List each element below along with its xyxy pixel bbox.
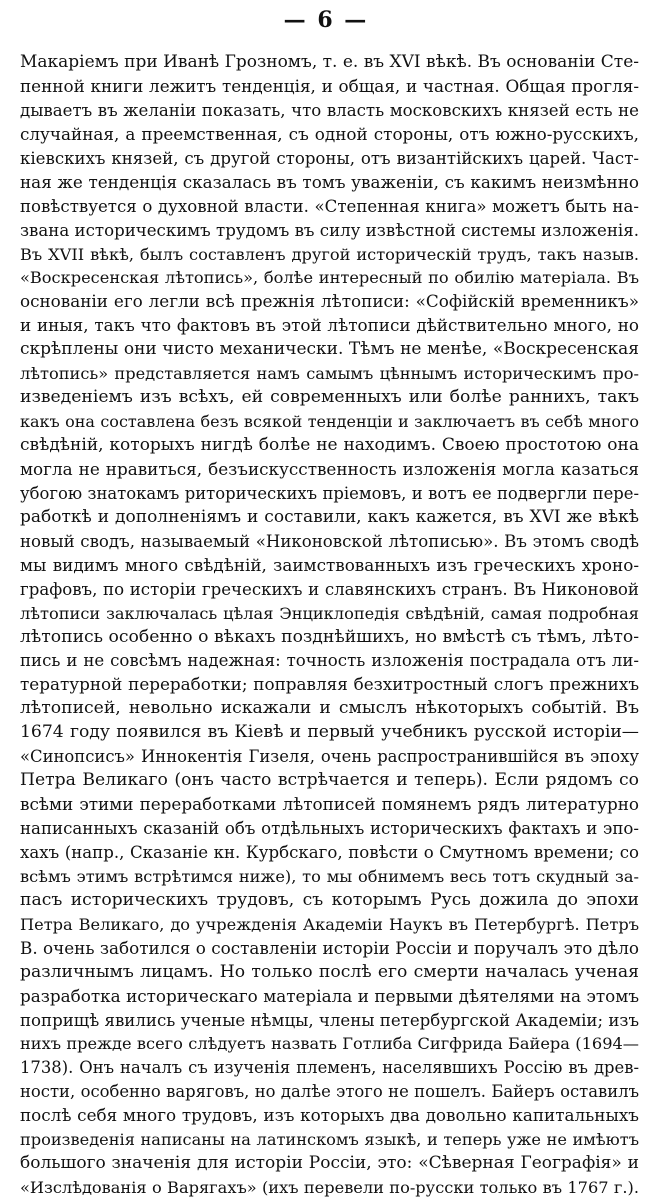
text-line: большого значенія для исторіи Россіи, это: «Сѣверная Географія» и [20, 1153, 639, 1174]
text-line: пенной книги лежитъ тенденція, и общая, и частная. Общая прогля- [20, 75, 639, 96]
text-line: хахъ (напр., Сказаніе кн. Курбскаго, повѣсти о Смутномъ времени; со [20, 842, 639, 862]
text-line: пасъ историческихъ трудовъ, съ которымъ Русь дожила до эпохи [20, 889, 639, 910]
text-line: повѣствуется о духовной власти. «Степенная книга» можетъ быть на- [20, 196, 639, 216]
text-line: кіевскихъ князей, съ другой стороны, отъ византійскихъ царей. Част- [20, 148, 639, 168]
text-line: всѣмъ этимъ встрѣтимся ниже), то мы обнимемъ весь тотъ скудный за- [20, 866, 639, 886]
text-line: звана историческимъ трудомъ въ силу извѣстной системы изложенія. [20, 220, 639, 240]
body-text [20, 51, 639, 1200]
text-line: Петра Великаго (онъ часто встрѣчается и теперь). Если рядомъ со [20, 770, 639, 791]
text-line: дываетъ въ желаніи показать, что власть московскихъ князей есть не [20, 100, 639, 120]
text-line: лѣтописи заключалась цѣлая Энциклопедія свѣдѣній, самая подробная [20, 603, 639, 623]
text-line: нихъ прежде всего слѣдуетъ назвать Готлиба Сигфрида Байера (1694— [20, 1034, 639, 1054]
text-line: произведенія написаны на латинскомъ языкѣ, и теперь уже не имѣютъ [20, 1130, 639, 1150]
text-line: скрѣплены они чисто механически. Тѣмъ не менѣе, «Воскресенская [20, 339, 639, 360]
text-line: «Синопсисъ» Иннокентія Гизеля, очень распространившійся въ эпоху [20, 747, 639, 767]
text-line: пись и не совсѣмъ надежная: точность изложенія пострадала отъ ли- [20, 651, 639, 671]
text-line: написанныхъ сказаній объ отдѣльныхъ историческихъ фактахъ и эпо- [20, 819, 639, 838]
text-line: «Изслѣдованія о Варягахъ» (ихъ перевели по-русски только въ 1767 г.). [20, 1178, 639, 1198]
text-line: графовъ, по исторіи греческихъ и славянскихъ странъ. Въ Никоновой [20, 579, 639, 599]
text-line: могла не нравиться, безъискусственность изложенія могла казаться [20, 458, 639, 479]
text-line: Петра Великаго, до учрежденія Академіи Наукъ въ Петербургѣ. Петръ [20, 914, 639, 934]
text-line: мы видимъ много свѣдѣній, заимствованныхъ изъ греческихъ хроно- [20, 554, 639, 575]
text-line: 1674 году появился въ Кіевѣ и первый учебникъ русской исторіи— [20, 722, 639, 743]
text-line: лѣтопись особенно о вѣкахъ позднѣйшихъ, но вмѣстѣ съ тѣмъ, лѣто- [20, 626, 639, 647]
text-line: изведеніемъ изъ всѣхъ, ей современныхъ или болѣе раннихъ, такъ [20, 387, 639, 408]
text-line: убогою знатокамъ риторическихъ пріемовъ, и вотъ ее подвергли пере- [20, 483, 639, 503]
text-line: ная же тенденція сказалась въ томъ уваженіи, съ какимъ неизмѣнно [20, 171, 639, 192]
text-line: тературной переработки; поправляя безхитростный слогъ прежнихъ [20, 674, 639, 695]
text-line: Въ XVII вѣкѣ, былъ составленъ другой историческій трудъ, такъ назыв. [20, 244, 639, 264]
text-line: различнымъ лицамъ. Но только послѣ его смерти началась ученая [20, 961, 639, 982]
text-line: разработка историческаго матеріала и первыми дѣятелями на этомъ [20, 985, 639, 1006]
text-line: поприщѣ явились ученые нѣмцы, члены петербургской Академіи; изъ [20, 1010, 639, 1030]
text-line: новый сводъ, называемый «Никоновской лѣтописью». Въ этомъ сводѣ [20, 531, 639, 551]
text-line: Макаріемъ при Иванѣ Грозномъ, т. е. въ XVI вѣкѣ. Въ основаніи Сте- [20, 52, 639, 72]
text-line: ности, особенно варяговъ, но далѣе этого не пошелъ. Байеръ оставилъ [20, 1082, 639, 1102]
text-line: случайная, а преемственная, съ одной стороны, отъ южно-русскихъ, [20, 123, 639, 144]
text-line: послѣ себя много трудовъ, изъ которыхъ два довольно капитальныхъ [20, 1105, 639, 1126]
text-line: и иныя, такъ что фактовъ въ этой лѣтописи дѣйствительно много, но [20, 315, 639, 336]
text-line: работкѣ и дополненіямъ и составили, какъ кажется, въ XVI же вѣкѣ [20, 506, 639, 527]
text-line: «Воскресенская лѣтопись», болѣе интересный по обилію матеріала. Въ [20, 268, 639, 288]
text-line: лѣтопись» представляется намъ самымъ цѣннымъ историческимъ про- [20, 364, 639, 384]
text-line: В. очень заботился о составленіи исторіи Россіи и поручалъ это дѣло [20, 937, 639, 958]
text-line: свѣдѣній, которыхъ нигдѣ болѣе не находимъ. Своею простотою она [20, 435, 639, 455]
text-line: лѣтописей, невольно искажали и смыслъ нѣкоторыхъ событій. Въ [20, 698, 639, 719]
text-line: основаніи его легли всѣ прежнія лѣтописи: «Софійскій временникъ» [20, 291, 639, 312]
text-line: 1738). Онъ началъ съ изученія племенъ, населявшихъ Россію въ древ- [20, 1058, 639, 1078]
page-number: — 6 — [283, 7, 369, 33]
text-line: какъ она составлена безъ всякой тенденціи и заключаетъ въ себѣ много [20, 412, 639, 432]
text-line: всѣми этими переработками лѣтописей помянемъ рядъ литературно [20, 794, 639, 815]
